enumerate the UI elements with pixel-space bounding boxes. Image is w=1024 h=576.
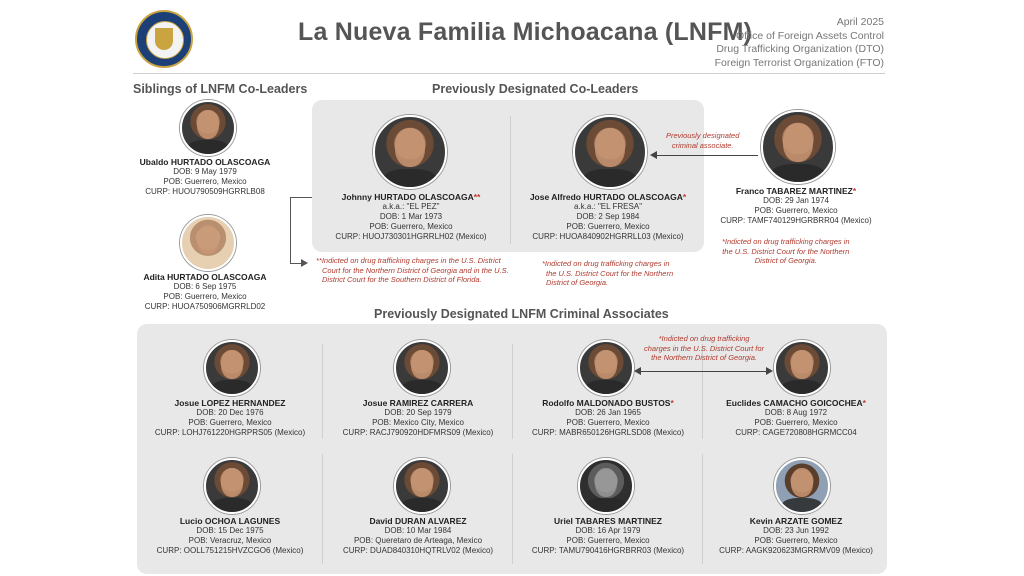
person-dob: DOB: 26 Jan 1965 (575, 408, 641, 417)
person-pob: POB: Guerrero, Mexico (163, 292, 247, 301)
person-dob: DOB: 16 Apr 1979 (575, 526, 641, 535)
person-pob: POB: Guerrero, Mexico (163, 177, 247, 186)
person-curp: CURP: LOHJ761220HGRPRS05 (Mexico) (154, 428, 306, 437)
person-name: Rodolfo MALDONADO BUSTOS (542, 398, 671, 408)
indictment-mark: * (852, 186, 857, 196)
person-pob: POB: Guerrero, Mexico (754, 206, 838, 215)
note-line: Court for the Northern District of Georgia and in the U.S. (322, 265, 509, 275)
person-curp: CURP: MABR650126HGRLSD08 (Mexico) (531, 428, 685, 437)
arrow-left-icon (650, 151, 657, 159)
header-meta (715, 16, 884, 70)
header-divider (133, 73, 885, 74)
page-title: La Nueva Familia Michoacana (LNFM) (298, 18, 753, 46)
person-pob: POB: Guerrero, Mexico (566, 418, 650, 427)
photo-franco (761, 110, 835, 184)
indictment-mark: ** (473, 192, 481, 202)
note-line: District of Georgia. (754, 256, 817, 265)
person-curp: CURP: HUOA840902HGRRLL03 (Mexico) (532, 232, 684, 241)
photo-david (394, 458, 450, 514)
person-name: Ubaldo HURTADO OLASCOAGA (139, 157, 271, 167)
person-pob: POB: Guerrero, Mexico (369, 222, 453, 231)
person-aka: a.k.a.: "EL PEZ" (382, 202, 440, 211)
person-name: Euclides CAMACHO GOICOCHEA (726, 398, 863, 408)
treasury-seal-logo (135, 10, 193, 68)
person-name: Josue LOPEZ HERNANDEZ (174, 398, 286, 408)
person-pob: POB: Guerrero, Mexico (566, 222, 650, 231)
person-dob: DOB: 6 Sep 1975 (173, 282, 237, 291)
person-curp: CURP: HUOA750906MGRRLD02 (144, 302, 266, 311)
person-dob: DOB: 20 Dec 1976 (196, 408, 264, 417)
person-name: Kevin ARZATE GOMEZ (749, 516, 843, 526)
note-line: charges in the U.S. District Court for (644, 343, 765, 353)
person-pob: POB: Guerrero, Mexico (566, 536, 650, 545)
siblings-heading: Siblings of LNFM Co-Leaders (133, 82, 308, 96)
person-curp: CURP: AAGK920623MGRRMV09 (Mexico) (719, 546, 873, 555)
note-line: the Northern District of Georgia. (651, 353, 757, 362)
arrow-left-icon (634, 367, 641, 375)
associate-euclides (703, 398, 889, 438)
associate-josue-lopez (137, 398, 323, 438)
person-name: Franco TABAREZ MARTINEZ (735, 186, 853, 196)
person-name: Uriel TABARES MARTINEZ (554, 516, 662, 526)
indictment-mark: * (670, 398, 674, 408)
coleader-jose-alfredo (510, 192, 706, 242)
note-line: District Court for the Southern District of Florida. (322, 275, 482, 284)
note-line: criminal associate. (671, 140, 734, 150)
note-line: *Indicted on drug trafficking (658, 334, 750, 343)
header-tag-dto: Drug Trafficking Organization (DTO) (716, 43, 884, 55)
association-arrow-line (656, 155, 758, 156)
associate-david (323, 516, 513, 556)
person-dob: DOB: 29 Jan 1974 (763, 196, 829, 205)
sibling-adita (120, 272, 290, 312)
photo-josue-lopez (204, 340, 260, 396)
photo-lucio (204, 458, 260, 514)
person-curp: CURP: TAMF740129HGRBRR04 (Mexico) (720, 216, 872, 225)
franco-tabarez (710, 186, 882, 226)
note-line: *Indicted on drug trafficking charges in (722, 237, 850, 246)
franco-indictment-note (722, 237, 850, 266)
coleaders-heading: Previously Designated Co-Leaders (432, 82, 639, 96)
person-dob: DOB: 23 Jun 1992 (763, 526, 829, 535)
person-curp: CURP: HUOU790509HGRRLB08 (145, 187, 265, 196)
johnny-indictment-note (316, 256, 509, 285)
header-date: April 2025 (836, 16, 884, 28)
person-pob: POB: Veracruz, Mexico (188, 536, 272, 545)
association-double-arrow-line (640, 371, 766, 372)
associates-heading: Previously Designated LNFM Criminal Associates (374, 307, 669, 321)
note-line: the U.S. District Court for the Northern (546, 268, 674, 278)
note-line: District of Georgia. (546, 278, 609, 287)
person-dob: DOB: 2 Sep 1984 (576, 212, 640, 221)
photo-ubaldo (180, 100, 236, 156)
indictment-mark: * (682, 192, 687, 202)
arrow-head-icon (301, 259, 308, 267)
person-name: Josue RAMIREZ CARRERA (362, 398, 474, 408)
person-dob: DOB: 1 Mar 1973 (379, 212, 443, 221)
coleader-johnny (312, 192, 510, 242)
person-curp: CURP: DUAD840310HQTRLV02 (Mexico) (342, 546, 494, 555)
person-pob: POB: Guerrero, Mexico (754, 418, 838, 427)
person-pob: POB: Guerrero, Mexico (754, 536, 838, 545)
person-curp: CURP: HUOJ730301HGRRLH02 (Mexico) (335, 232, 487, 241)
person-name: Jose Alfredo HURTADO OLASCOAGA (529, 192, 683, 202)
jose-indictment-note (542, 259, 673, 288)
person-pob: POB: Mexico City, Mexico (372, 418, 464, 427)
photo-uriel (578, 458, 634, 514)
note-line: *Indicted on drug trafficking charges in (542, 259, 670, 268)
header-tag-fto: Foreign Terrorist Organization (FTO) (714, 56, 884, 69)
person-name: Lucio OCHOA LAGUNES (179, 516, 281, 526)
photo-johnny (373, 115, 447, 189)
note-line: **Indicted on drug trafficking charges in the U.S. District (316, 256, 501, 265)
person-curp: CURP: RACJ790920HDFMRS09 (Mexico) (342, 428, 494, 437)
person-name: Johnny HURTADO OLASCOAGA (341, 192, 474, 202)
note-line: the U.S. District Court for the Northern (722, 246, 850, 256)
associate-kevin (703, 516, 889, 556)
sibling-bracket-vertical (290, 197, 291, 263)
header-office: Office of Foreign Assets Control (735, 29, 884, 42)
associate-link-label (666, 131, 739, 150)
photo-rodolfo (578, 340, 634, 396)
person-curp: CURP: OOLL751215HVZCGO6 (Mexico) (156, 546, 304, 555)
sibling-bracket-top (290, 197, 312, 198)
person-dob: DOB: 8 Aug 1972 (764, 408, 828, 417)
associate-josue-ramirez (323, 398, 513, 438)
associate-uriel (513, 516, 703, 556)
photo-adita (180, 215, 236, 271)
person-pob: POB: Guerrero, Mexico (188, 418, 272, 427)
photo-josue-ramirez (394, 340, 450, 396)
associate-lucio (137, 516, 323, 556)
person-aka: a.k.a.: "EL FRESA" (573, 202, 643, 211)
person-curp: CURP: TAMU790416HGRBRR03 (Mexico) (531, 546, 685, 555)
associate-rodolfo (513, 398, 703, 438)
person-dob: DOB: 10 Mar 1984 (384, 526, 452, 535)
person-dob: DOB: 20 Sep 1979 (384, 408, 452, 417)
person-name: David DURAN ALVAREZ (369, 516, 467, 526)
note-line: Previously designated (666, 131, 740, 140)
person-dob: DOB: 15 Dec 1975 (196, 526, 264, 535)
photo-kevin (774, 458, 830, 514)
person-name: Adita HURTADO OLASCOAGA (143, 272, 267, 282)
arrow-right-icon (766, 367, 773, 375)
person-curp: CURP: CAGE720808HGRMCC04 (735, 428, 857, 437)
person-dob: DOB: 9 May 1979 (173, 167, 237, 176)
photo-euclides (774, 340, 830, 396)
person-pob: POB: Queretaro de Arteaga, Mexico (353, 536, 483, 545)
photo-jose-alfredo (573, 115, 647, 189)
rodolfo-indictment-note (644, 334, 764, 363)
indictment-mark: * (862, 398, 866, 408)
sibling-ubaldo (120, 157, 290, 197)
